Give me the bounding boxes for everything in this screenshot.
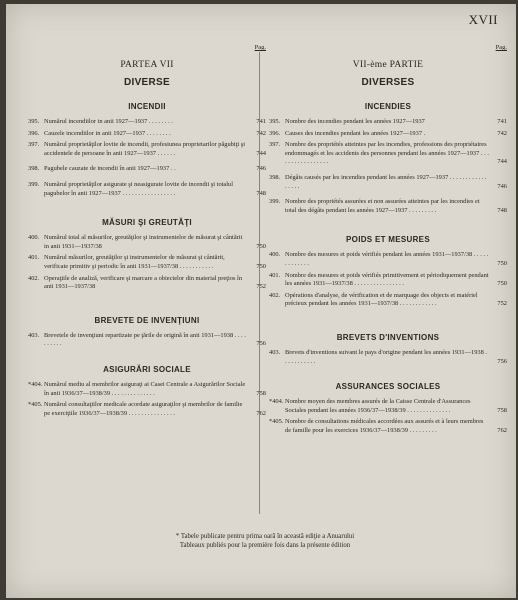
entry-number: 401. bbox=[28, 254, 40, 262]
entry-text: Nombre des propriétés assurées et non assurées atteintes par les incendies et total des dégâts pendant les années 1927—1937 . . . . . . . . . bbox=[285, 198, 480, 214]
footnote-romanian: * Tabele publicate pentru prima oară în această ediţie a Anuarului bbox=[175, 533, 355, 540]
entry-page: 758 bbox=[256, 389, 266, 397]
toc-entry bbox=[269, 118, 507, 127]
entry-number: *404. bbox=[269, 398, 284, 406]
entry-number: 403. bbox=[28, 331, 40, 339]
section-heading: BREVETS D'INVENTIONS bbox=[336, 332, 440, 342]
toc-entry bbox=[28, 401, 266, 418]
entry-page: 741 bbox=[256, 118, 266, 125]
entry-text: Opérations d'analyse, de vérification et de marquage des objects et matériel précieux pendant les années 1931—1937/38 . . . . . . . . . . . . bbox=[285, 291, 478, 308]
entry-page: 742 bbox=[497, 129, 507, 137]
entry-number: 402. bbox=[269, 291, 281, 299]
toc-entry bbox=[28, 118, 266, 127]
entry-text: Nombre des mesures et poids vérifiés primitivement et périodiquement pendant les années 1931—1937/38 . . . . . . . . . . . . . . . . bbox=[285, 271, 489, 288]
entry-number: *405. bbox=[28, 401, 43, 409]
toc-entry bbox=[28, 181, 266, 198]
entry-page: 748 bbox=[497, 206, 507, 214]
toc-entry bbox=[28, 381, 266, 398]
toc-entry bbox=[269, 198, 507, 215]
entry-text: Nombre des incendies pendant les années 1927—1937 bbox=[285, 118, 425, 125]
entry-number: 398. bbox=[28, 165, 40, 173]
entry-number: 399. bbox=[269, 198, 281, 206]
footnote bbox=[6, 532, 518, 550]
entry-number: 399. bbox=[28, 180, 40, 188]
page-column-header: Pag. bbox=[495, 44, 507, 51]
part-title: PARTEA VII bbox=[120, 60, 174, 70]
toc-entry bbox=[269, 141, 507, 167]
entry-text: Numărul total al măsurilor, greutăţilor şi instrumentelor de măsurat şi cântărit in anii 1931—1937/38 bbox=[44, 234, 243, 250]
entry-page: 750 bbox=[256, 262, 266, 270]
left-column-romanian bbox=[28, 44, 266, 421]
part-subtitle: DIVERSE bbox=[123, 77, 170, 88]
page-column-header: Pag. bbox=[254, 44, 266, 51]
toc-entry bbox=[269, 398, 507, 415]
toc-entry bbox=[28, 254, 266, 271]
entry-number: 395. bbox=[269, 118, 281, 125]
toc-entry bbox=[28, 141, 266, 158]
section-heading: INCENDII bbox=[128, 102, 166, 111]
section-heading: INCENDIES bbox=[364, 102, 412, 111]
entry-text: Numărul consultaţiilor medicale acordate asiguraţilor şi membrilor de familie pe exerciţiile 1936/37—1938/39 . . . . . . . . . . . . . . . bbox=[44, 401, 243, 417]
toc-entry bbox=[269, 349, 507, 366]
entry-text: Brevets d'inventions suivant le pays d'origine pendant les années 1931—1938 . . . . . . . . . . . bbox=[285, 348, 487, 365]
entry-page: 750 bbox=[497, 280, 507, 288]
toc-entry bbox=[28, 130, 266, 139]
toc-entry bbox=[269, 130, 507, 139]
section-heading: POIDS ET MESURES bbox=[346, 235, 430, 245]
entry-page: 746 bbox=[497, 182, 507, 190]
entry-number: 396. bbox=[28, 129, 40, 137]
document-page bbox=[6, 4, 516, 598]
entry-number: 397. bbox=[28, 141, 40, 149]
entry-page: 752 bbox=[497, 300, 507, 308]
section-heading: MĂSURI ŞI GREUTĂŢI bbox=[102, 218, 192, 228]
entry-number: 397. bbox=[269, 141, 281, 149]
entry-text: Causes des incendies pendant les années 1927—1937 . bbox=[285, 129, 426, 137]
part-title: VII-ème PARTIE bbox=[352, 60, 424, 70]
entry-text: Numărul proprietăţilor lovite de incendii, profesiunea proprietarilor păgubiţi şi accidentele de persoane în anii 1927—1937 . . . . . . bbox=[44, 141, 246, 157]
entry-page: 750 bbox=[497, 259, 507, 267]
entry-text: Operaţiile de analiză, verificare şi marcare a obiectelor din material preţios în anii 1931—1937/38 bbox=[44, 274, 243, 291]
entry-number: 400. bbox=[269, 251, 281, 259]
entry-text: Numărul incendiilor in anii 1927—1937 . . . . . . . . bbox=[44, 118, 173, 125]
footnote-french: Tableaux publiés pour la première fois dans la présente édition bbox=[179, 542, 351, 549]
entry-page: 742 bbox=[256, 129, 266, 137]
entry-page: 744 bbox=[497, 158, 507, 166]
toc-entry bbox=[269, 174, 507, 191]
entry-page: 758 bbox=[497, 406, 507, 414]
toc-entry bbox=[269, 251, 507, 268]
entry-page: 744 bbox=[256, 149, 266, 157]
entry-text: Pagubele cauzate de incendii în anii 1927—1937 . . bbox=[44, 165, 176, 173]
entry-text: Nombre moyen des membres assurés de la Caisse Centrale d'Assurances Sociales pendant les années 1936/37—1938/39 . . . . . . . . . . . . . . bbox=[285, 398, 471, 414]
entry-number: 401. bbox=[269, 271, 281, 279]
toc-entry bbox=[28, 332, 266, 349]
entry-page: 756 bbox=[497, 357, 507, 365]
entry-text: Nombre des mesures et poids vérifiés pendant les années 1931—1937/38 . . . . . . . . . . . . . bbox=[285, 251, 489, 267]
entry-text: Numărul măsurilor, greutăţilor şi instrumentelor de măsurat şi cântărit, verificate primitiv şi periodic în anii 1931—1937/38 . . . . . . . . . . . bbox=[44, 254, 225, 270]
entry-number: *405. bbox=[269, 418, 284, 426]
entry-text: Nombre de consultations médicales accordées aux assurés et à leurs membres de famille pour les exercices 1936/37—1938/39 . . . . . . . . . bbox=[285, 418, 484, 434]
entry-number: *404. bbox=[28, 380, 43, 388]
toc-entry bbox=[28, 165, 266, 174]
entry-number: 403. bbox=[269, 348, 281, 356]
section-heading: ASIGURĂRI SOCIALE bbox=[103, 364, 191, 374]
entry-page: 752 bbox=[256, 283, 266, 291]
entry-number: 395. bbox=[28, 118, 40, 125]
right-column-french bbox=[269, 44, 507, 438]
entry-page: 762 bbox=[497, 426, 507, 434]
entry-number: 400. bbox=[28, 234, 40, 242]
entry-text: Cauzele incendiilor in anii 1927—1937 . . . . . . . . bbox=[44, 129, 171, 137]
entry-text: Numărul mediu al membrilor asiguraţi ai Casei Centrale a Asigurărilor Sociale în anii 1936/37—1938/39 . . . . . . . . . . . . . . bbox=[44, 380, 246, 397]
entry-number: 396. bbox=[269, 129, 281, 137]
entry-text: Nombre des propriétés atteintes par les incendies, professions des propriétaires endommagés et les accidents des personnes pendant les années 1927—1937 . . . . . . . . . . . . . . . . . bbox=[285, 141, 489, 166]
entry-text: Dégâts causés par les incendies pendant les années 1927—1937 . . . . . . . . . . . . . . . . . bbox=[285, 173, 487, 190]
part-subtitle: DIVERSES bbox=[361, 77, 415, 88]
toc-entry bbox=[28, 234, 266, 251]
entry-text: Numărul proprietăţilor asigurate şi neasigurate lovite de incendii şi totalul pagubelor în anii 1927—1937 . . . . . . . . . . . . . . . . . bbox=[44, 180, 234, 197]
page-number: XVII bbox=[468, 12, 498, 27]
toc-entry bbox=[28, 275, 266, 292]
entry-text: Brevetele de invenţiuni repartizate pe ţările de origină în anii 1931—1938 . . . . . . . . . . bbox=[44, 331, 246, 348]
entry-page: 741 bbox=[497, 118, 507, 125]
entry-number: 402. bbox=[28, 274, 40, 282]
entry-page: 746 bbox=[256, 165, 266, 173]
entry-page: 748 bbox=[256, 189, 266, 197]
entry-page: 762 bbox=[256, 409, 266, 417]
toc-entry bbox=[269, 272, 507, 289]
section-heading: BREVETE DE INVENŢIUNI bbox=[94, 315, 200, 325]
entry-page: 756 bbox=[256, 340, 266, 348]
toc-entry bbox=[269, 418, 507, 435]
toc-entry bbox=[269, 292, 507, 309]
entry-number: 398. bbox=[269, 173, 281, 181]
entry-page: 750 bbox=[256, 242, 266, 250]
section-heading: ASSURANCES SOCIALES bbox=[335, 382, 441, 392]
